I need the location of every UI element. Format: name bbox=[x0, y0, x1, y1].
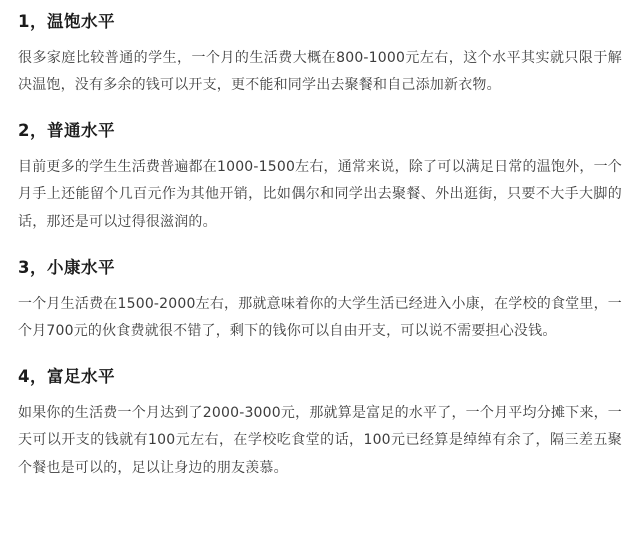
section-4-heading: 4，富足水平 bbox=[18, 367, 115, 387]
section-2-heading: 2，普通水平 bbox=[18, 121, 115, 141]
section-1-body: 很多家庭比较普通的学生，一个月的生活费大概在800-1000元左右，这个水平其实就只限于解决温饱，没有多余的钱可以开支，更不能和同学出去聚餐和自己添加新衣物。 bbox=[18, 49, 622, 94]
section-3-heading: 3，小康水平 bbox=[18, 257, 115, 277]
section-4-body: 如果你的生活费一个月达到了2000-3000元，那就算是富足的水平了，一个月平均分摊下来，一天可以开支的钱就有100元左右，在学校吃食堂的话，100元已经算是绰绰有余了，隔三差五聚个餐也是可以的，足以让身边的朋友羡慕。 bbox=[18, 405, 622, 476]
section-2 bbox=[18, 113, 622, 236]
section-1 bbox=[18, 8, 622, 99]
section-2-body: 目前更多的学生生活费普遍都在1000-1500左右，通常来说，除了可以满足日常的温饱外，一个月手上还能留个几百元作为其他开销，比如偶尔和同学出去聚餐、外出逛街，只要不大手大脚的话，那还是可以过得很滋润的。 bbox=[18, 159, 622, 230]
section-3-body: 一个月生活费在1500-2000左右，那就意味着你的大学生活已经进入小康，在学校的食堂里，一个月700元的伙食费就很不错了，剩下的钱你可以自由开支，可以说不需要担心没钱。 bbox=[18, 295, 622, 340]
section-4 bbox=[18, 359, 622, 482]
section-1-heading: 1，温饱水平 bbox=[18, 12, 115, 31]
section-3 bbox=[18, 250, 622, 345]
